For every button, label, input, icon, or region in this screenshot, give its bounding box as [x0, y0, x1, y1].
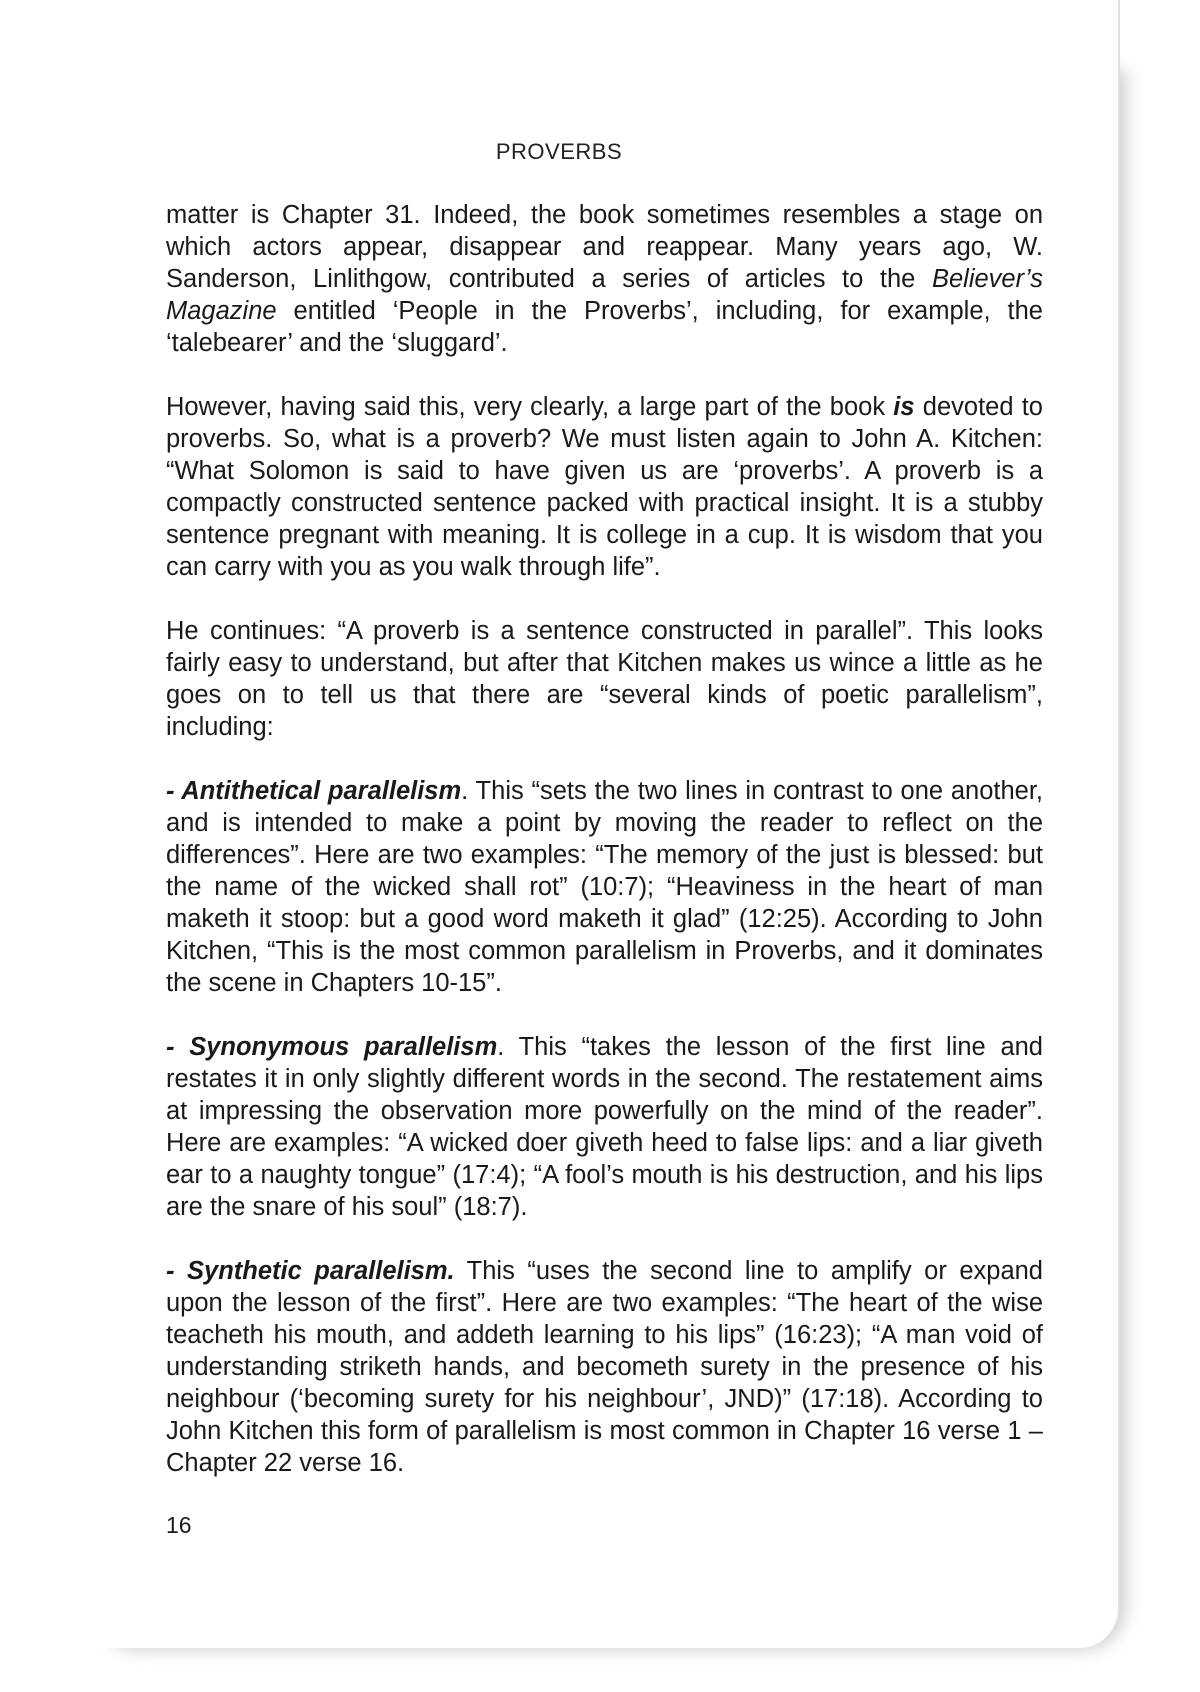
page-number: 16 [166, 1512, 192, 1538]
paragraph-text: . This “takes the lesson of the first line and restates it in only slightly different words in the second. The restatement aims at impressing the observation more powerfully on the mind of the reader”. Here are examples: “A wicked doer giveth heed to false lips: and a liar giveth ear to a naughty tongue” (17:4); “A fool’s mouth is his destruction, and his lips are the snare of his soul” (18:7). [166, 1033, 1043, 1221]
italic-title: Believer’s Magazine [166, 265, 1043, 325]
paragraph-2 [166, 391, 1043, 583]
emphasis-word: is [893, 393, 915, 421]
paragraph-1 [166, 199, 1043, 359]
paragraph-text: He continues: “A proverb is a sentence constructed in parallel”. This looks fairly easy to understand, but after that Kitchen makes us wince a little as he goes on to tell us that there are “several kinds of poetic parallelism”, including: [166, 617, 1043, 741]
body-text [166, 199, 1043, 1511]
section-heading: - Synonymous parallelism [166, 1033, 498, 1061]
paragraph-text: However, having said this, very clearly, a large part of the book [166, 393, 894, 421]
paragraph-text: This “uses the second line to amplify or expand upon the lesson of the first”. Here are two examples: “The heart of the wise teacheth his mouth, and addeth learning to his lips” (16:23); “A man void of understanding striketh hands, and becometh surety in the presence of his neighbour (‘becoming surety for his neighbour’, JND)” (17:18). According to John Kitchen this form of parallelism is most common in Chapter 16 verse 1 – Chapter 22 verse 16. [166, 1257, 1043, 1477]
running-head: PROVERBS [495, 139, 623, 164]
paragraph-text: matter is Chapter 31. Indeed, the book sometimes resembles a stage on which actors appear, disappear and reappear. Many years ago, W. Sanderson, Linlithgow, contributed a series of articles to the [166, 201, 1043, 293]
section-heading: - Antithetical parallelism [166, 777, 462, 805]
paragraph-synthetic [166, 1255, 1043, 1479]
paragraph-text: . This “sets the two lines in contrast to one another, and is intended to make a point by moving the reader to reflect on the differences”. Here are two examples: “The memory of the just is blessed: but the name of the wicked shall rot” (10:7); “Heaviness in the heart of man maketh it stoop: but a good word maketh it glad” (12:25). According to John Kitchen, “This is the most common parallelism in Proverbs, and it dominates the scene in Chapters 10-15”. [166, 777, 1043, 997]
paragraph-synonymous [166, 1031, 1043, 1223]
paragraph-text: entitled ‘People in the Proverbs’, including, for example, the ‘talebearer’ and the ‘sluggard’. [166, 297, 1043, 357]
paragraph-antithetical [166, 775, 1043, 999]
section-heading: - Synthetic parallelism. [166, 1257, 455, 1285]
paragraph-3 [166, 615, 1043, 743]
paragraph-text: devoted to proverbs. So, what is a proverb? We must listen again to John A. Kitchen: “What Solomon is said to have given us are ‘proverbs’. A proverb is a compactly constructed sentence packed with practical insight. It is a stubby sentence pregnant with meaning. It is college in a cup. It is wisdom that you can carry with you as you walk through life”. [166, 393, 1043, 581]
